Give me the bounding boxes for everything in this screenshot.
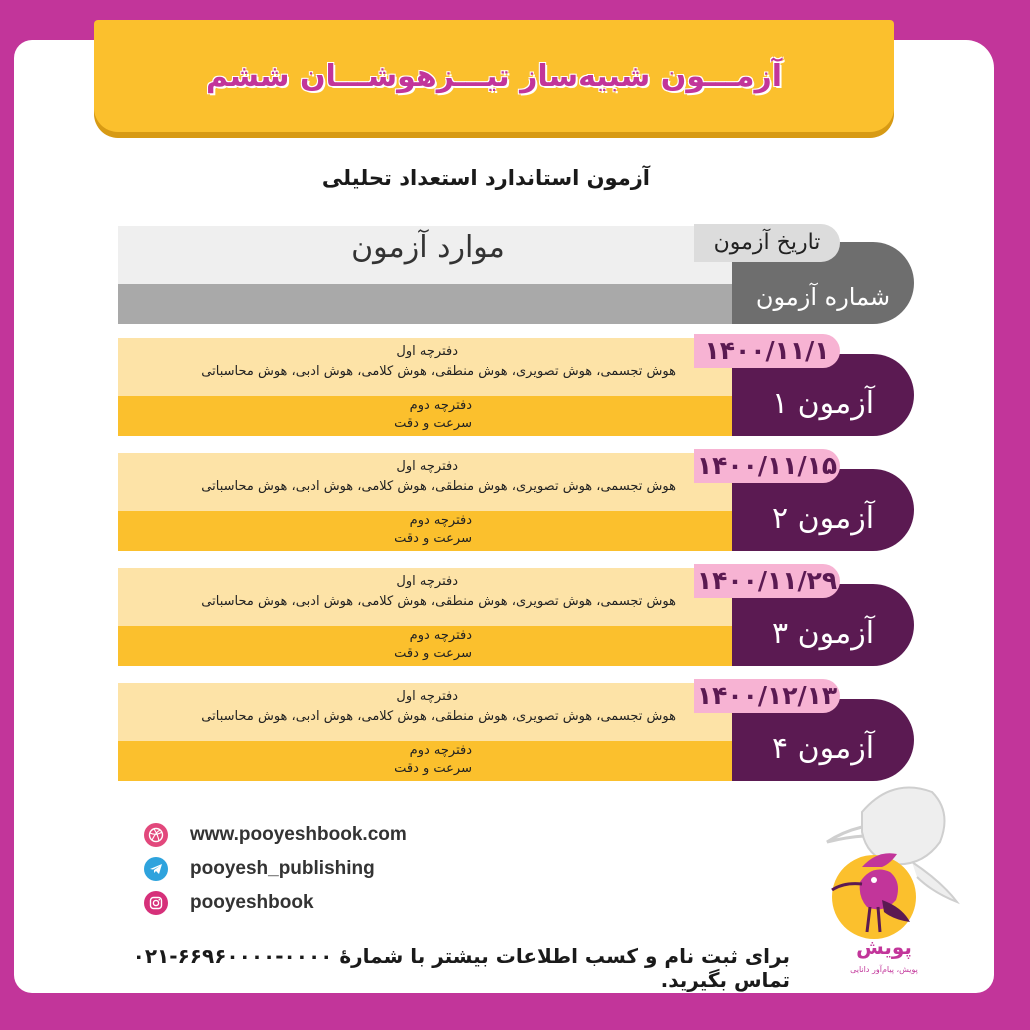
exam-number-tab: آزمون ۱ bbox=[732, 354, 914, 436]
table-header-topics: موارد آزمون bbox=[351, 230, 505, 265]
booklet1-title: دفترچه اول bbox=[396, 459, 458, 474]
instagram-link[interactable] bbox=[144, 890, 314, 916]
booklet1-items: هوش تجسمی، هوش تصویری، هوش منطقی، هوش کلامی، هوش ادبی، هوش محاسباتی bbox=[201, 479, 676, 494]
exam-number-tab: آزمون ۲ bbox=[732, 469, 914, 551]
page-title: آزمـــون شبیه‌ساز تیـــزهوشـــان ششم bbox=[205, 58, 783, 94]
exam-date-tag: ۱۴۰۰/۱۱/۱ bbox=[694, 334, 840, 368]
exam-number-tab: آزمون ۴ bbox=[732, 699, 914, 781]
website-text: www.pooyeshbook.com bbox=[190, 824, 407, 845]
booklet2-title: دفترچه دوم bbox=[409, 743, 472, 758]
table-header-date: تاریخ آزمون bbox=[694, 224, 840, 262]
table-header-bar-dark bbox=[118, 284, 738, 324]
exam-row bbox=[118, 338, 914, 436]
page-subtitle: آزمون استاندارد استعداد تحلیلی bbox=[321, 166, 650, 190]
exam-date-tag: ۱۴۰۰/۱۲/۱۳ bbox=[694, 679, 840, 713]
instagram-text: pooyeshbook bbox=[190, 892, 314, 913]
booklet1-items: هوش تجسمی، هوش تصویری، هوش منطقی، هوش کلامی، هوش ادبی، هوش محاسباتی bbox=[201, 364, 676, 379]
footer-phone-note: برای ثبت نام و کسب اطلاعات بیشتر با شمارۀ ۰۰۰۰-۶۶۹۶۰۰۰۰-۰۲۱ تماس بگیرید. bbox=[132, 944, 790, 992]
exam-row bbox=[118, 568, 914, 666]
booklet1-title: دفترچه اول bbox=[396, 344, 458, 359]
website-link[interactable] bbox=[144, 822, 407, 848]
booklet1-title: دفترچه اول bbox=[396, 689, 458, 704]
booklet2-items: سرعت و دقت bbox=[394, 761, 472, 776]
telegram-icon bbox=[144, 857, 168, 881]
booklet2-title: دفترچه دوم bbox=[409, 398, 472, 413]
logo-tagline: پویش، پیام‌آور دانایی bbox=[850, 965, 918, 974]
booklet2-items: سرعت و دقت bbox=[394, 646, 472, 661]
logo-brand: پویش bbox=[856, 935, 912, 959]
telegram-text: pooyesh_publishing bbox=[190, 858, 375, 879]
booklet1-items: هوش تجسمی، هوش تصویری، هوش منطقی، هوش کلامی، هوش ادبی، هوش محاسباتی bbox=[201, 594, 676, 609]
booklet2-title: دفترچه دوم bbox=[409, 513, 472, 528]
booklet2-items: سرعت و دقت bbox=[394, 416, 472, 431]
exam-row bbox=[118, 453, 914, 551]
telegram-link[interactable] bbox=[144, 856, 375, 882]
web-icon bbox=[144, 823, 168, 847]
exam-number-tab: آزمون ۳ bbox=[732, 584, 914, 666]
exam-date-tag: ۱۴۰۰/۱۱/۱۵ bbox=[694, 449, 840, 483]
instagram-icon bbox=[144, 891, 168, 915]
exam-row bbox=[118, 683, 914, 781]
booklet1-title: دفترچه اول bbox=[396, 574, 458, 589]
table-header-number: شماره آزمون bbox=[732, 242, 914, 324]
booklet2-title: دفترچه دوم bbox=[409, 628, 472, 643]
exam-date-tag: ۱۴۰۰/۱۱/۲۹ bbox=[694, 564, 840, 598]
booklet1-items: هوش تجسمی، هوش تصویری، هوش منطقی، هوش کلامی، هوش ادبی، هوش محاسباتی bbox=[201, 709, 676, 724]
title-banner bbox=[94, 20, 894, 132]
pooyesh-logo bbox=[822, 772, 962, 982]
booklet2-items: سرعت و دقت bbox=[394, 531, 472, 546]
